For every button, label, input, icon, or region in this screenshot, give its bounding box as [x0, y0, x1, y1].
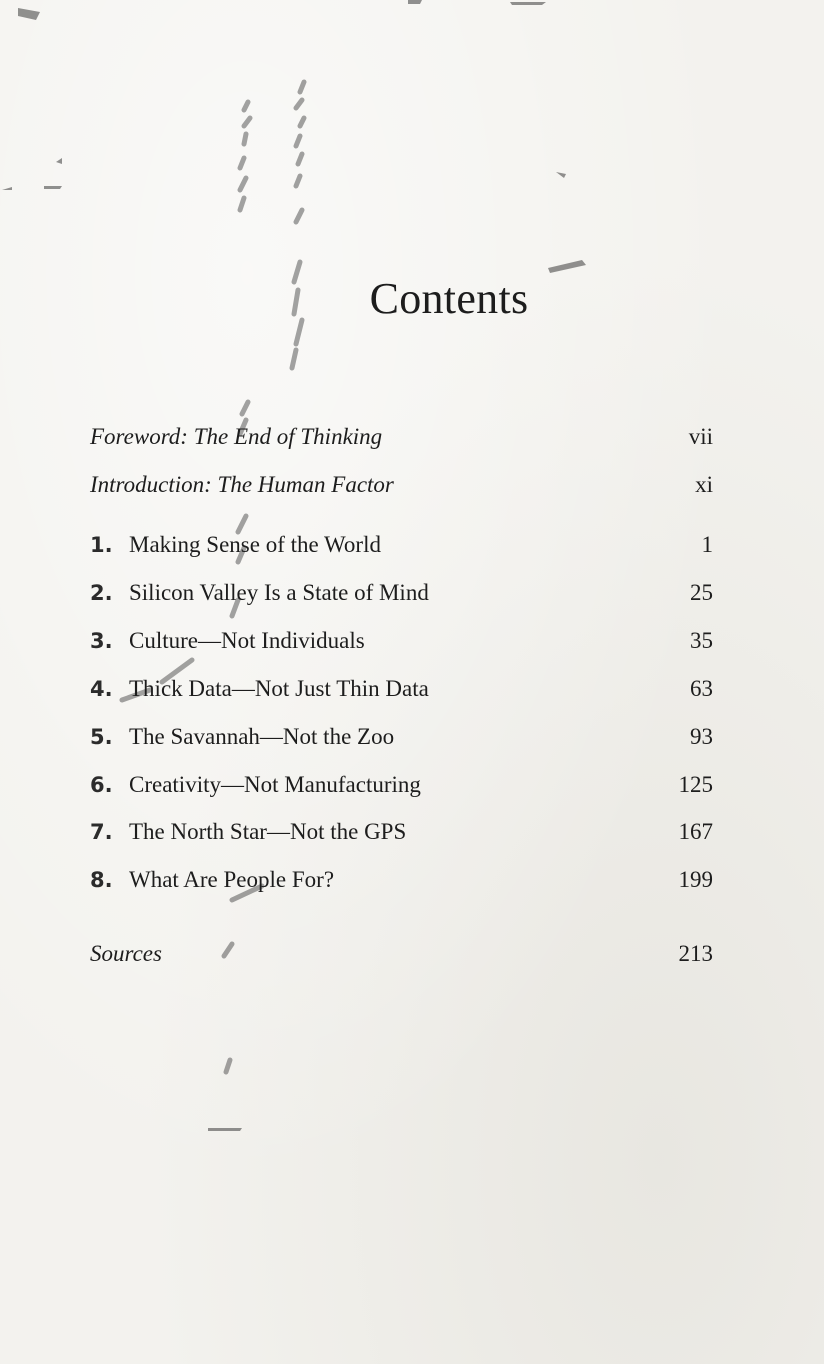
toc-entry-chapter-4[interactable] [90, 677, 713, 700]
toc-page-number: 125 [678, 772, 713, 797]
toc-page-number: 93 [690, 724, 713, 749]
toc-page-number: 25 [690, 580, 713, 605]
chapter-number: 2. [90, 581, 113, 605]
chapter-number: 3. [90, 629, 113, 653]
toc-entry-chapter-7[interactable] [90, 820, 713, 843]
toc-page-number: 35 [690, 628, 713, 653]
toc-entry-sources[interactable] [90, 942, 713, 965]
chapter-number: 1. [90, 533, 113, 557]
toc-entry-chapter-3[interactable] [90, 629, 713, 652]
toc-page-number: 167 [678, 819, 713, 844]
toc-entry-label: Culture—Not Individuals [129, 628, 365, 653]
toc-entry-label: The Savannah—Not the Zoo [129, 724, 395, 749]
toc-entry-label: The North Star—Not the GPS [129, 819, 407, 844]
toc-entry-introduction[interactable] [90, 473, 713, 496]
toc-entry-chapter-1[interactable] [90, 533, 713, 556]
toc-entry-label: What Are People For? [129, 867, 335, 892]
chapter-number: 7. [90, 820, 113, 844]
toc-entry-chapter-2[interactable] [90, 581, 713, 604]
chapter-number: 5. [90, 725, 113, 749]
toc-page-number: xi [695, 472, 713, 497]
toc-page-number: vii [688, 424, 713, 449]
toc-page-number: 199 [678, 867, 713, 892]
toc-page-number: 1 [701, 532, 713, 557]
toc-entry-label: Creativity—Not Manufacturing [129, 772, 421, 797]
toc-page-number: 213 [678, 941, 713, 966]
toc-entry-chapter-6[interactable] [90, 773, 713, 796]
chapter-number: 6. [90, 773, 113, 797]
toc-entry-label: Foreword: The End of Thinking [90, 424, 383, 449]
chapter-number: 8. [90, 868, 113, 892]
toc-entry-chapter-5[interactable] [90, 725, 713, 748]
toc-entry-label: Introduction: The Human Factor [90, 472, 394, 497]
toc-entry-label: Thick Data—Not Just Thin Data [129, 676, 429, 701]
toc-entry-foreword[interactable] [90, 425, 713, 448]
chapter-number: 4. [90, 677, 113, 701]
toc-page-number: 63 [690, 676, 713, 701]
toc-entry-label: Sources [90, 941, 162, 966]
toc-entry-chapter-8[interactable] [90, 868, 713, 891]
toc-entry-label: Making Sense of the World [129, 532, 381, 557]
page-title: Contents [369, 274, 529, 324]
toc-entry-label: Silicon Valley Is a State of Mind [129, 580, 429, 605]
